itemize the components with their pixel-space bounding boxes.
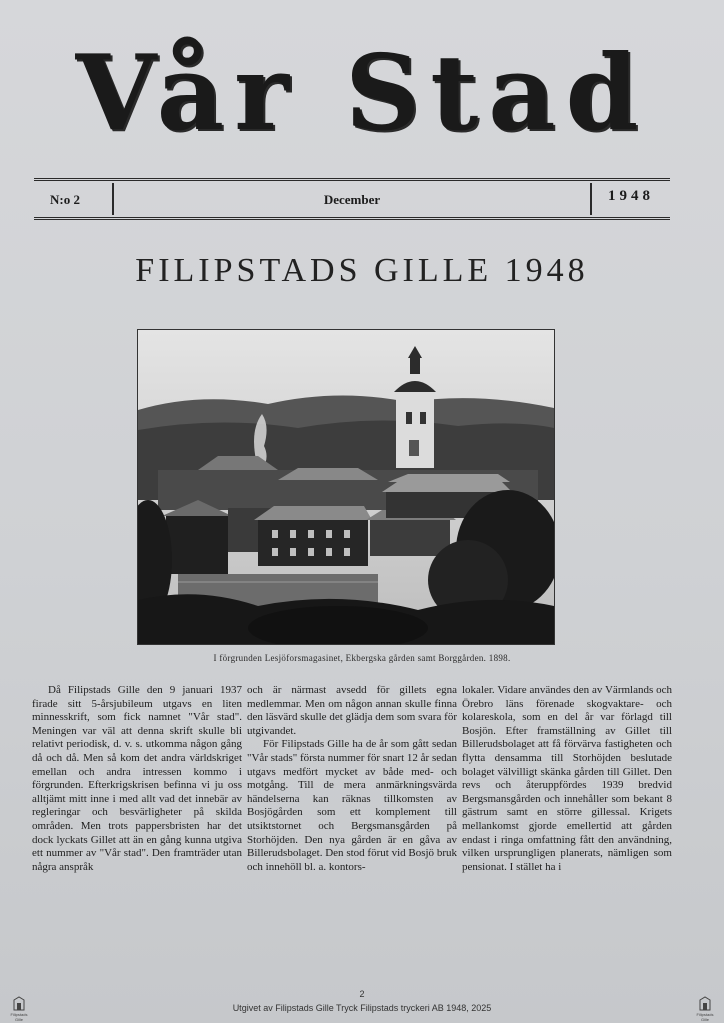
article-column-3 [462, 684, 672, 874]
footer-credit: Utgivet av Filipstads Gille Tryck Filipstads tryckeri AB 1948, 2025 [232, 1003, 492, 1013]
article-paragraph: och är närmast avsedd för gillets egna medlemmar. Men om någon annan skulle finna den läsvärd skulle det glädja dem som svara för utgivandet. [247, 684, 457, 737]
article-paragraph: lokaler. Vidare användes den av Värmlands och Örebro läns förenade skogvaktare- och kolareskola, som en del år var förlagd till Bosjön. Efter framställning av Gillet till Billerudsbolaget att få förvärva fastigheten och flytta densamma till Storhöjden beslutade bolaget välvilligt skänka gården till Gillet. Den revs och återuppfördes 1939 bredvid Bergsmansgården och innehåller som bekant 8 gästrum samt en större gillessal. Krigets mellankomst gjorde emellertid att gården endast i ringa omfattning fått den användning, vilken ursprungligen planerats, nämligen som pensionat. I stället ha i [462, 684, 672, 873]
masthead-title: Vår Stad [75, 31, 649, 154]
gille-logo-icon [8, 996, 30, 1020]
gille-logo-icon [694, 996, 716, 1020]
logo-label: Filipstads Gille [696, 1012, 714, 1022]
article-headline: FILIPSTADS GILLE 1948 [135, 252, 589, 289]
town-photograph-illustration [138, 330, 554, 644]
article-column-2 [247, 684, 457, 874]
issue-bar [34, 178, 670, 220]
article-paragraph: För Filipstads Gille ha de år som gått sedan "Vår stads" första nummer för snart 12 år sedan utgavs medfört mycket av både med- och motgång. Till de mera anmärkningsvärda händelserna kan räknas tillkomsten av Bosjögården som ett komplement till utsiktstornet och Bergsmansgården på Storhöjden. Den nya gården är en gåva av Billerudsbolaget. Den stod förut vid Bosjö bruk och innehöll bl. a. kontors- [247, 738, 457, 873]
page-number: 2 [359, 989, 365, 999]
issue-month: December [323, 192, 381, 207]
masthead [0, 18, 724, 178]
article-paragraph: Då Filipstads Gille den 9 januari 1937 firade sitt 5-årsjubileum utgavs en liten minnesskrift, som fick namnet "Vår stad". Meningen var väl att denna skrift skulle bli relativt periodisk, d. v. s. utkomma någon gång då och då. Men så kom det andra världskriget emellan och andra intressen kommo i förgrunden. Efterkrigskrisen befinna vi ju oss alltjämt mitt inne i med allt vad det innebär av regleringar och besvärligheter på skilda områden. Men trots pappersbristen har det dock lyckats Gillet att än en gång kunna utgiva ett nummer av "Vår stad". Den framträder utan några anspråk [32, 684, 242, 873]
photo-caption: I förgrunden Lesjöforsmagasinet, Ekbergska gården samt Borggården. 1898. [213, 653, 511, 663]
logo-label: Filipstads Gille [10, 1012, 28, 1022]
article-column-1 [32, 684, 242, 874]
issue-year: 1948 [608, 188, 654, 204]
issue-number: N:o 2 [50, 192, 80, 207]
town-photograph [137, 329, 555, 645]
issue-bar-divider [590, 183, 592, 215]
